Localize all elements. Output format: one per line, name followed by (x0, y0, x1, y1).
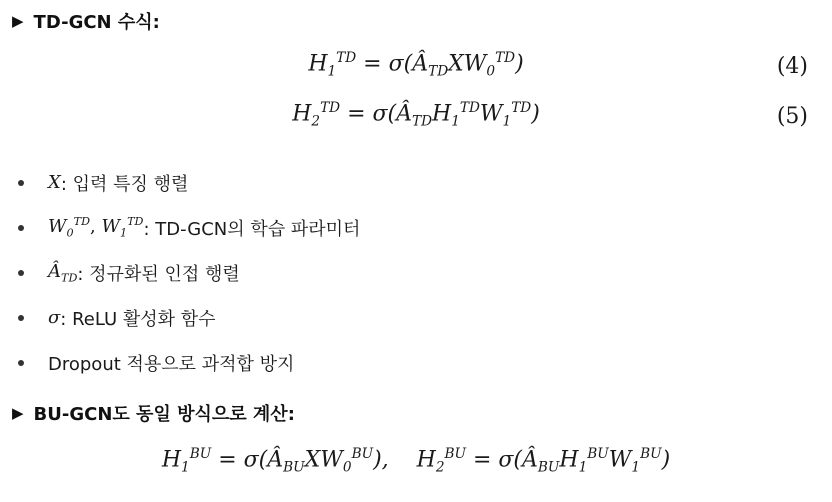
section-title: TD-GCN 수식: (33, 12, 160, 33)
bullet-icon (18, 270, 24, 276)
list-item (18, 340, 360, 385)
triangle-right-icon: ▶ (12, 12, 24, 30)
section-heading-td-gcn (12, 8, 160, 34)
definition-list (18, 160, 360, 385)
item-text: : 정규화된 인접 행렬 (77, 263, 240, 285)
bullet-icon (18, 360, 24, 366)
bullet-icon (18, 225, 24, 231)
list-item (18, 250, 360, 295)
symbol-x: X (48, 172, 61, 193)
symbol-adjacency: $Â_{TD}$ (48, 260, 78, 285)
item-text: : ReLU 활성화 함수 (60, 308, 216, 330)
equation-number-5: (5) (776, 104, 808, 129)
symbol-weights: $W_0^{TD}$, $W_1^{TD}$ (48, 215, 144, 240)
section-title: BU-GCN도 동일 방식으로 계산: (33, 404, 295, 425)
section-heading-bu-gcn (12, 400, 295, 426)
symbol-sigma: σ (48, 307, 61, 328)
item-text: : TD-GCN의 학습 파라미터 (143, 218, 361, 240)
list-item (18, 295, 360, 340)
bullet-icon (18, 315, 24, 321)
equation-5: $H_2^{TD}$ = $\sigma(Â_{TD}H_1^{TD}W_1^{TD})$ (292, 100, 540, 130)
equation-4: $H_1^{TD}$ = $\sigma(Â_{TD}XW_0^{TD})$ (308, 50, 524, 80)
item-text: : 입력 특징 행렬 (60, 173, 189, 195)
triangle-right-icon: ▶ (12, 404, 24, 422)
list-item (18, 205, 360, 250)
equation-bu: $H_1^{BU}$ = $\sigma(Â_{BU}XW_0^{BU})$, $H_2^{BU}$ = $\sigma(Â_{BU}H_1^{BU}W_1^{BU})$ (161, 446, 671, 476)
bullet-icon (18, 180, 24, 186)
list-item (18, 160, 360, 205)
item-text: Dropout 적용으로 과적합 방지 (48, 353, 295, 375)
equation-number-4: (4) (776, 54, 808, 79)
